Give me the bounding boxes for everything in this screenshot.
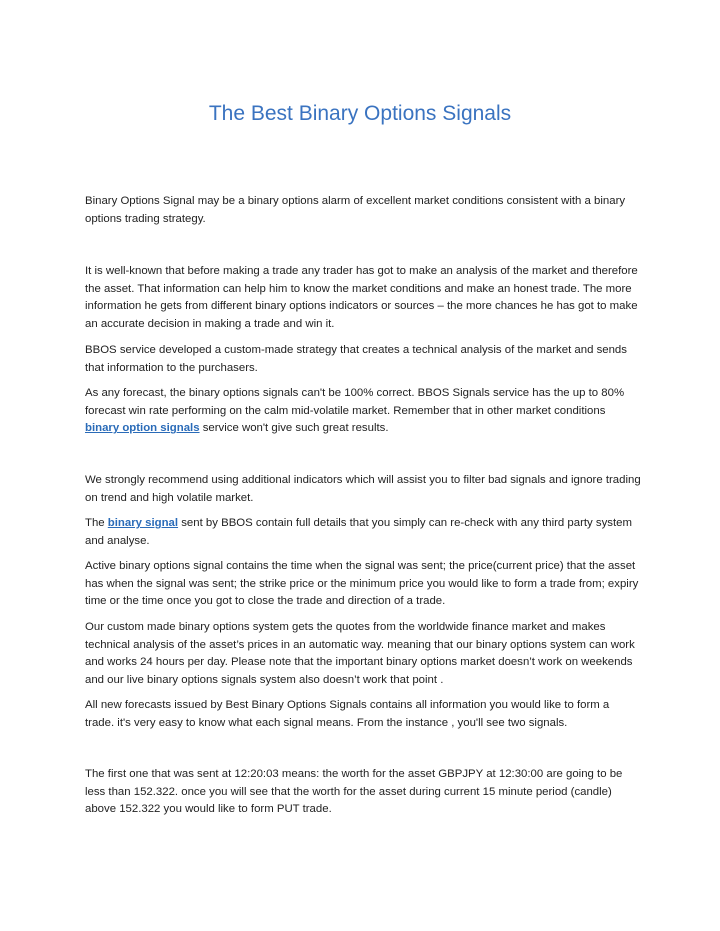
paragraph-analysis: It is well-known that before making a trade any trader has got to make an analysis of the market and therefore the asset. That information can help him to know the market conditions and make an honest trade. The more information he gets from different binary options indicators or sources – the more chances he has got to make an accurate decision in making a trade and win it. [85, 265, 638, 330]
paragraph-signal-details-text: The [85, 517, 108, 529]
paragraph-signal-details-text-end: sent by BBOS contain full details that you simply can re-check with any third party system and analyse. [85, 517, 632, 547]
paragraph-intro: Binary Options Signal may be a binary options alarm of excellent market conditions consistent with a binary options trading strategy. [85, 195, 626, 225]
document-title: The Best Binary Options Signals [208, 102, 512, 125]
paragraph-active-signal: Active binary options signal contains the time when the signal was sent; the price(current price) that the asset has when the signal was sent; the strike price or the minimum price you would like to form a trade from; expiry time or the time once you got to close the trade and direction of a trade. [85, 560, 639, 608]
paragraph-recommendation: We strongly recommend using additional indicators which will assist you to filter bad signals and ignore trading on trend and high volatile market. [85, 474, 641, 504]
paragraph-forecast-text: As any forecast, the binary options signals can't be 100% correct. BBOS Signals service has the up to 80% forecast win rate performing on the calm mid-volatile market. Remember that in other market conditions [85, 387, 625, 417]
binary-option-signals-link[interactable]: binary option signals [85, 422, 200, 435]
paragraph-forecast-text-end: service won't give such great results. [199, 422, 389, 435]
binary-signal-link[interactable]: binary signal [107, 517, 179, 529]
paragraph-first-signal: The first one that was sent at 12:20:03 means: the worth for the asset GBPJPY at 12:30:00 are going to be less than 152.322. once you will see that the worth for the asset during current 15 minute period (candle) above 152.322 you would like to form PUT trade. [85, 768, 623, 816]
paragraph-signal-details [85, 515, 641, 550]
paragraph-bbos-strategy: BBOS service developed a custom-made strategy that creates a technical analysis of the market and sends that information to the purchasers. [85, 344, 627, 374]
paragraph-forecast [85, 385, 641, 438]
paragraph-new-forecasts: All new forecasts issued by Best Binary Options Signals contains all information you would like to form a trade. it's very easy to know what each signal means. From the instance , you'll see two signals. [85, 699, 610, 729]
paragraph-custom-system: Our custom made binary options system gets the quotes from the worldwide finance market and makes technical analysis of the asset’s prices in an automatic way. meaning that our binary options system can work and works 24 hours per day. Please note that the important binary options market doesn’t work on weekends and our live binary options signals system also doesn’t work that point . [85, 621, 635, 686]
